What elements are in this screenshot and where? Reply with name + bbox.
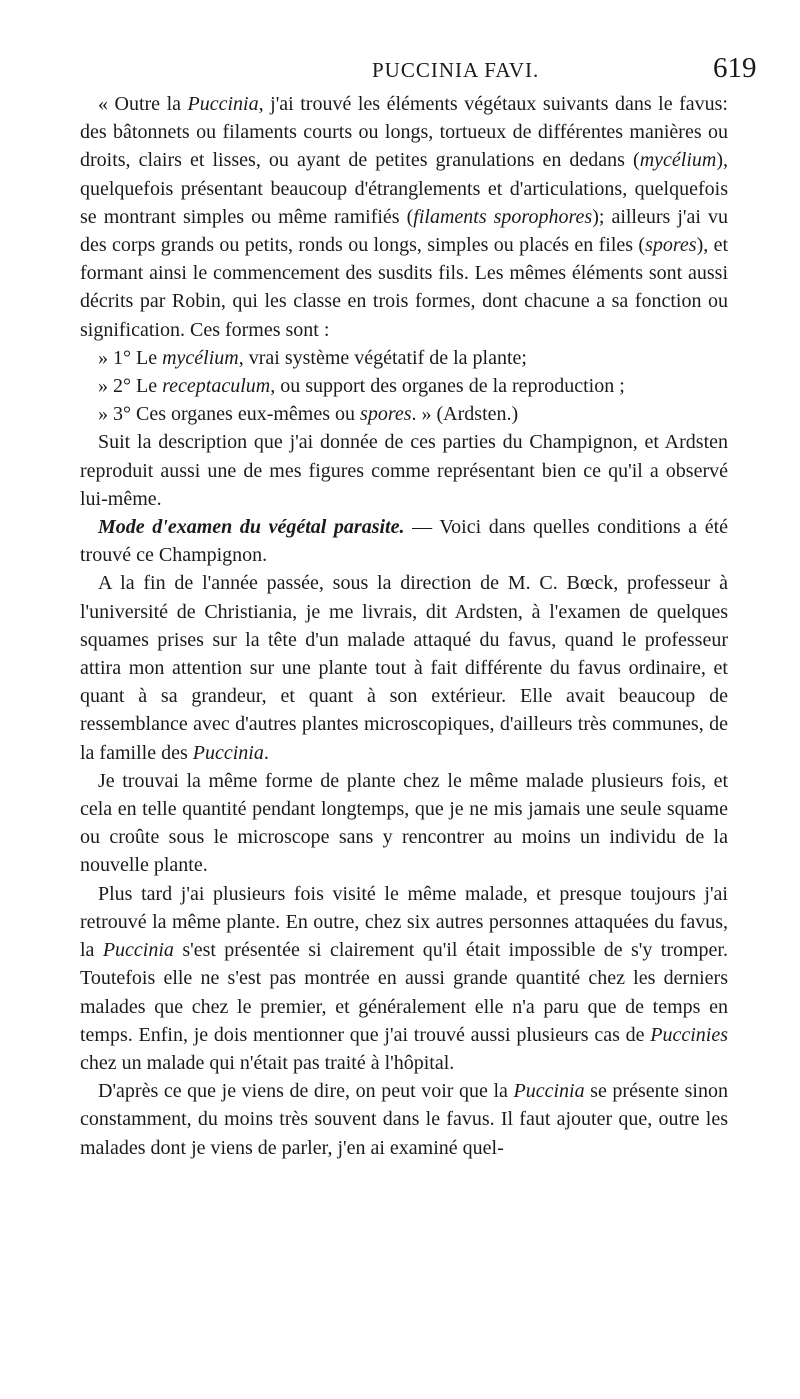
paragraph: Je trouvai la même forme de plante chez le même malade plusieurs fois, et cela en telle quantité pendant longtemps, que je ne mis jamais une seule squame ou croûte sous le microscope sans y rencontrer au moins un individu de la nouvelle plante. bbox=[80, 769, 728, 877]
page-header bbox=[0, 52, 800, 92]
running-head: PUCCINIA FAVI. bbox=[372, 58, 540, 82]
list-item: » 1° Le mycélium, vrai système végétatif de la plante; bbox=[98, 346, 527, 369]
paragraph: D'après ce que je viens de dire, on peut voir que la Puccinia se présente sinon constamment, du moins très souvent dans le favus. Il faut ajouter que, outre les malades dont je viens de parler, j'en ai examiné quel- bbox=[80, 1080, 728, 1159]
section-heading-paragraph: Mode d'examen du végétal parasite. — Voici dans quelles conditions a été trouvé ce Champignon. bbox=[80, 516, 729, 567]
list-item: » 3° Ces organes eux-mêmes ou spores. » (Ardsten.) bbox=[98, 403, 519, 426]
list-item: » 2° Le receptaculum, ou support des organes de la reproduction ; bbox=[98, 375, 625, 398]
section-title: Mode d'examen du végétal parasite. bbox=[98, 516, 405, 539]
paragraph: Suit la description que j'ai donnée de ces parties du Champignon, et Ardsten reproduit aussi une de mes figures comme représentant bien ce qu'il a observé lui-même. bbox=[80, 431, 728, 510]
paragraph: Plus tard j'ai plusieurs fois visité le même malade, et presque toujours j'ai retrouvé la même plante. En outre, chez six autres personnes attaquées du favus, la Puccinia s'est présentée si clairement qu'il était impossible de s'y tromper. Toutefois elle ne s'est pas montrée en aussi grande quantité chez les derniers malades que chez le premier, et généralement elle n'a paru que de temps en temps. Enfin, je dois mentionner que j'ai trouvé aussi plusieurs cas de Puccinies chez un malade qui n'était pas traité à l'hôpital. bbox=[80, 882, 728, 1074]
page-number: 619 bbox=[713, 52, 757, 84]
paragraph: A la fin de l'année passée, sous la direction de M. C. Bœck, professeur à l'université de Christiania, je me livrais, dit Ardsten, à l'examen de quelques squames prises sur la tête d'un malade attaqué du favus, quand le professeur attira mon attention sur une plante tout à fait différente du favus ordinaire, et quant à sa grandeur, et quant à son extérieur. Elle avait beaucoup de ressemblance avec d'autres plantes microscopiques, d'ailleurs très communes, de la famille des Puccinia. bbox=[80, 572, 728, 764]
paragraph: « Outre la Puccinia, j'ai trouvé les éléments végétaux suivants dans le favus: des bâtonnets ou filaments courts ou longs, tortueux de différentes manières ou droits, clairs et lisses, ou ayant de petites granulations en dedans (mycélium), quelquefois présentant beaucoup d'étranglements et d'articulations, quelquefois se montrant simples ou même ramifiés (filaments sporophores); ailleurs j'ai vu des corps grands ou petits, ronds ou longs, simples ou placés en files (spores), et formant ainsi le commencement des susdits fils. Les mêmes éléments sont aussi décrits par Robin, qui les classe en trois formes, dont chacune a sa fonction ou signification. Ces formes sont : bbox=[80, 93, 729, 341]
body-text bbox=[80, 90, 728, 1162]
